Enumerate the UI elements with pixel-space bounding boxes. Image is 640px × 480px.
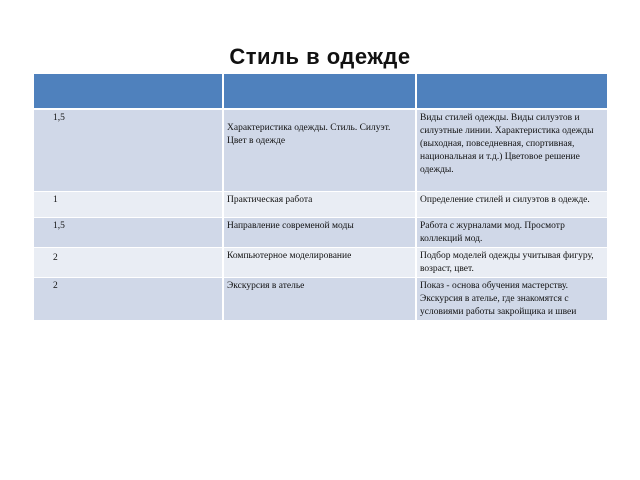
table-header-row xyxy=(33,74,608,109)
header-cell-topic xyxy=(223,74,416,109)
header-cell-content xyxy=(416,74,608,109)
hours-cell: 1,5 xyxy=(33,109,223,192)
hours-cell: 2 xyxy=(33,278,223,321)
topic-cell: Компьютерное моделирование xyxy=(223,248,416,278)
topic-cell: Практическая работа xyxy=(223,192,416,218)
hours-cell: 1,5 xyxy=(33,218,223,248)
content-cell: Показ - основа обучения мастерству. Экскурсия в ателье, где знакомятся с условиями работы закройщика и швеи xyxy=(416,278,608,321)
table-row xyxy=(33,278,608,321)
table-row xyxy=(33,218,608,248)
hours-cell: 1 xyxy=(33,192,223,218)
slide-title: Стиль в одежде xyxy=(229,44,411,69)
table-row xyxy=(33,109,608,192)
content-cell: Определение стилей и силуэтов в одежде. xyxy=(416,192,608,218)
header-cell-hours xyxy=(33,74,223,109)
lesson-plan-table xyxy=(32,74,609,321)
content-cell: Виды стилей одежды. Виды силуэтов и силуэтные линии. Характеристика одежды (выходная, повседневная, спортивная, национальная и т.д.) Цветовое решение одежды. xyxy=(416,109,608,192)
table-row xyxy=(33,192,608,218)
hours-cell: 2 xyxy=(33,248,223,278)
content-cell: Работа с журналами мод. Просмотр коллекций мод. xyxy=(416,218,608,248)
topic-cell: Направление современой моды xyxy=(223,218,416,248)
content-cell: Подбор моделей одежды учитывая фигуру, возраст, цвет. xyxy=(416,248,608,278)
topic-cell: Экскурсия в ателье xyxy=(223,278,416,321)
table-row xyxy=(33,248,608,278)
topic-cell: Характеристика одежды. Стиль. Силуэт. Цвет в одежде xyxy=(223,109,416,192)
